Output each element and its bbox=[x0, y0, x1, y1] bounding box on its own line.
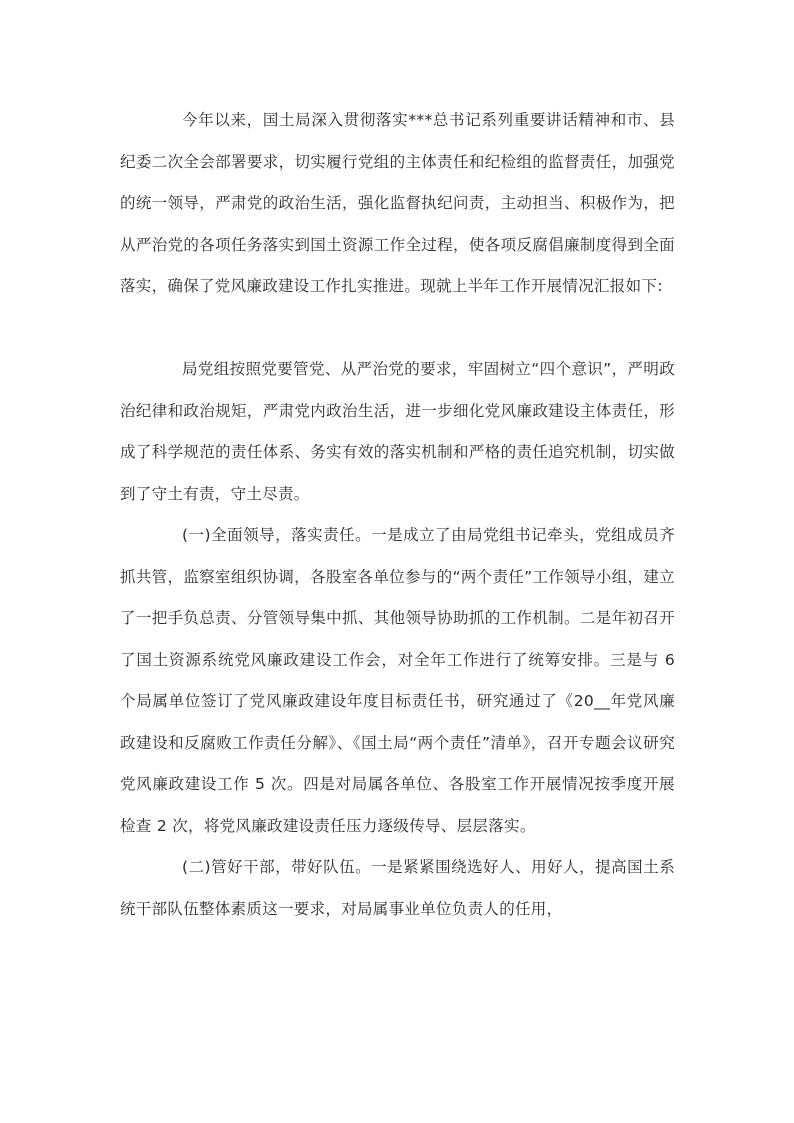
paragraph-section-two: (二)管好干部，带好队伍。一是紧紧围绕选好人、用好人，提高国土系统干部队伍整体素质这一要求，对局属事业单位负责人的任用， bbox=[120, 858, 675, 918]
paragraph-party-responsibility: 局党组按照党要管党、从严治党的要求，牢固树立“四个意识”，严明政治纪律和政治规矩，严肃党内政治生活，进一步细化党风廉政建设主体责任，形成了科学规范的责任体系、务实有效的落实机制和严格的责任追究机制，切实做到了守土有责，守土尽责。 bbox=[120, 360, 675, 503]
paragraph-intro: 今年以来，国土局深入贯彻落实***总书记系列重要讲话精神和市、县纪委二次全会部署要求，切实履行党组的主体责任和纪检组的监督责任，加强党的统一领导，严肃党的政治生活，强化监督执纪问责，主动担当、积极作为，把从严治党的各项任务落实到国土资源工作全过程，使各项反腐倡廉制度得到全面落实，确保了党风廉政建设工作扎实推进。现就上半年工作开展情况汇报如下: bbox=[120, 111, 675, 295]
document-body bbox=[120, 100, 675, 930]
paragraph-spacer bbox=[120, 308, 675, 350]
paragraph-section-one: (一)全面领导，落实责任。一是成立了由局党组书记牵头，党组成员齐抓共管，监察室组织协调，各股室各单位参与的“两个责任”工作领导小组，建立了一把手负总责、分管领导集中抓、其他领导协助抓的工作机制。二是年初召开了国土资源系统党风廉政建设工作会，对全年工作进行了统筹安排。三是与 6 个局属单位签订了党风廉政建设年度目标责任书，研究通过了《20__年党风廉政建设和反腐败工作责任分解》、《国土局“两个责任”清单》，召开专题会议研究党风廉政建设工作 5 次。四是对局属各单位、各股室工作开展情况按季度开展检查 2 次，将党风廉政建设责任压力逐级传导、层层落实。 bbox=[120, 526, 675, 835]
